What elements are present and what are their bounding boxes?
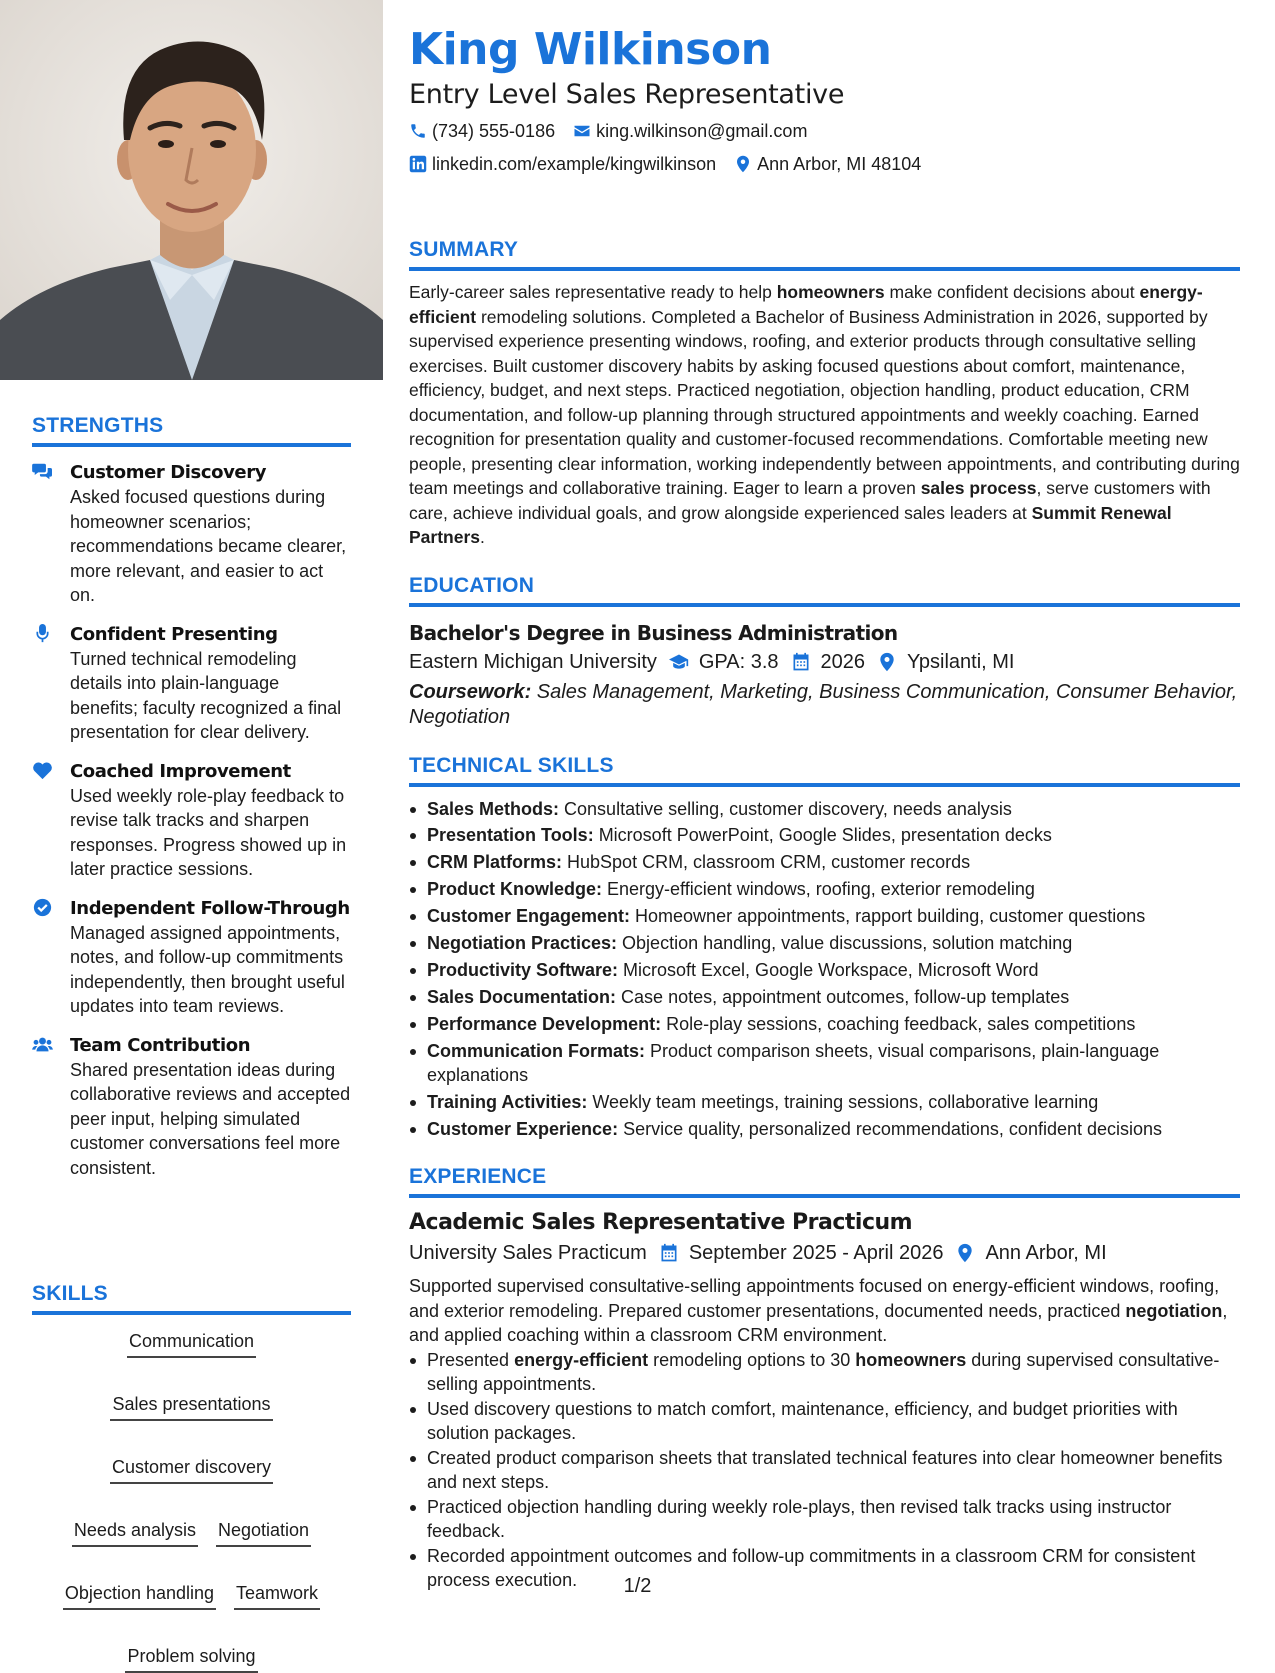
- location-text: Ann Arbor, MI 48104: [757, 154, 922, 174]
- list-item: Customer Engagement: Homeowner appointments, rapport building, customer questions: [409, 904, 1240, 928]
- strength-item: [32, 461, 351, 608]
- list-item: Customer Experience: Service quality, personalized recommendations, confident decisions: [409, 1117, 1240, 1141]
- strength-text: Turned technical remodeling details into plain-language benefits; faculty recognized a final presentation for clear delivery.: [70, 648, 342, 742]
- list-item: CRM Platforms: HubSpot CRM, classroom CRM, customer records: [409, 850, 1240, 874]
- experience-meta: [409, 1238, 1240, 1268]
- location-contact: [734, 152, 921, 176]
- experience-org: University Sales Practicum: [409, 1242, 647, 1265]
- summary-heading: SUMMARY: [409, 238, 1240, 271]
- list-item: Created product comparison sheets that translated technical features into clear homeowner benefits and next steps.: [409, 1446, 1240, 1495]
- map-pin-icon: [877, 652, 897, 672]
- list-item: Presented energy-efficient remodeling options to 30 homeowners during supervised consultative-selling appointments.: [409, 1348, 1240, 1397]
- skill-tags: [32, 1329, 351, 1673]
- strength-title: Coached Improvement: [70, 760, 291, 782]
- education-section: [409, 574, 1240, 730]
- education-heading: EDUCATION: [409, 574, 1240, 607]
- experience-location: Ann Arbor, MI: [955, 1238, 1106, 1268]
- comments-icon: [32, 461, 70, 608]
- sidebar: [0, 0, 383, 1666]
- technical-skills-list: [409, 797, 1240, 1142]
- map-pin-icon: [734, 155, 752, 173]
- list-item: Productivity Software: Microsoft Excel, Google Workspace, Microsoft Word: [409, 958, 1240, 982]
- education-meta: [409, 647, 1240, 677]
- strengths-section: [32, 414, 351, 1180]
- strength-item: [32, 897, 351, 1019]
- skill-tag: Objection handling: [63, 1581, 216, 1610]
- list-item: Used discovery questions to match comfort, maintenance, efficiency, and budget priorities with solution packages.: [409, 1397, 1240, 1446]
- linkedin-contact[interactable]: [409, 152, 716, 176]
- summary-section: [409, 238, 1240, 550]
- experience-job-title: Academic Sales Representative Practicum: [409, 1210, 913, 1236]
- school-name: Eastern Michigan University: [409, 650, 657, 673]
- microphone-icon: [32, 623, 70, 745]
- gpa: GPA: 3.8: [669, 647, 779, 677]
- strength-text: Shared presentation ideas during collaborative reviews and accepted peer input, helping simulated customer conversations feel more consistent.: [70, 1059, 351, 1178]
- linkedin-text: linkedin.com/example/kingwilkinson: [432, 154, 717, 174]
- coursework: Coursework: Sales Management, Marketing, Business Communication, Consumer Behavior, Negotiation: [409, 680, 1238, 728]
- strength-item: [32, 1034, 351, 1181]
- main-column: [409, 22, 1240, 1593]
- list-item: Recorded appointment outcomes and follow-up commitments in a classroom CRM for consistent process execution.: [409, 1544, 1240, 1593]
- contact-row: [409, 152, 1240, 176]
- strength-item: [32, 623, 351, 745]
- profile-photo: [0, 0, 383, 380]
- list-item: Training Activities: Weekly team meetings, training sessions, collaborative learning: [409, 1090, 1240, 1114]
- envelope-icon: [573, 122, 591, 140]
- experience-heading: EXPERIENCE: [409, 1165, 1240, 1198]
- email-text: king.wilkinson@gmail.com: [596, 121, 808, 141]
- strength-item: [32, 760, 351, 882]
- technical-skills-section: [409, 754, 1240, 1142]
- calendar-icon: [791, 652, 811, 672]
- strength-title: Independent Follow-Through: [70, 897, 350, 919]
- users-icon: [32, 1034, 70, 1181]
- map-pin-icon: [955, 1243, 975, 1263]
- technical-skills-heading: TECHNICAL SKILLS: [409, 754, 1240, 787]
- skill-tag: Sales presentations: [110, 1392, 272, 1421]
- list-item: Product Knowledge: Energy-efficient windows, roofing, exterior remodeling: [409, 877, 1240, 901]
- graduation-cap-icon: [669, 652, 689, 672]
- list-item: Sales Documentation: Case notes, appointment outcomes, follow-up templates: [409, 985, 1240, 1009]
- strength-text: Used weekly role-play feedback to revise talk tracks and sharpen responses. Progress showed up in later practice sessions.: [70, 785, 347, 879]
- experience-description: Supported supervised consultative-selling appointments focused on energy-efficient windows, roofing, and exterior remodeling. Prepared customer presentations, documented needs, practiced negotiation, and applied coaching within a classroom CRM environment.: [409, 1276, 1228, 1346]
- experience-bullets: [409, 1348, 1240, 1593]
- email-contact[interactable]: [573, 119, 807, 143]
- strength-title: Customer Discovery: [70, 462, 267, 483]
- skill-tag: Communication: [127, 1329, 256, 1358]
- summary-text: Early-career sales representative ready to help homeowners make confident decisions about energy-efficient remodeling solutions. Completed a Bachelor of Business Administration in 2026, supported by supervised experience presenting windows, roofing, and exterior products through consultative selling exercises. Built customer discovery habits by asking focused questions about comfort, maintenance, efficiency, budget, and next steps. Practiced negotiation, objection handling, product education, CRM documentation, and follow-up planning through structured appointments and weekly coaching. Earned recognition for presentation quality and customer-focused recommendations. Comfortable meeting new people, presenting clear information, working independently between appointments, and contributing during team meetings and collaborative training. Eager to learn a proven sales process, serve customers with care, achieve individual goals, and grow alongside experienced sales leaders at Summit Renewal Partners.: [409, 282, 1240, 547]
- calendar-icon: [659, 1243, 679, 1263]
- check-circle-icon: [32, 897, 70, 1019]
- page-number: 1/2: [623, 1575, 652, 1597]
- contact-row: [409, 119, 1240, 143]
- list-item: Presentation Tools: Microsoft PowerPoint, Google Slides, presentation decks: [409, 823, 1240, 847]
- phone-icon: [409, 122, 427, 140]
- phone-contact[interactable]: [409, 119, 555, 143]
- strength-title: Team Contribution: [70, 1034, 251, 1056]
- skill-tag: Problem solving: [125, 1644, 257, 1673]
- graduation-year: 2026: [791, 647, 866, 677]
- list-item: Negotiation Practices: Objection handling, value discussions, solution matching: [409, 931, 1240, 955]
- skills-section: [32, 1282, 351, 1673]
- linkedin-icon: [409, 155, 427, 173]
- education-location: Ypsilanti, MI: [877, 647, 1014, 677]
- skill-tag: Customer discovery: [110, 1455, 273, 1484]
- strength-text: Asked focused questions during homeowner scenarios; recommendations became clearer, more relevant, and easier to act on.: [70, 487, 347, 605]
- list-item: Performance Development: Role-play sessions, coaching feedback, sales competitions: [409, 1012, 1240, 1036]
- experience-section: [409, 1165, 1240, 1593]
- phone-text: (734) 555-0186: [432, 121, 556, 141]
- list-item: Practiced objection handling during weekly role-plays, then revised talk tracks using instructor feedback.: [409, 1495, 1240, 1544]
- strengths-heading: STRENGTHS: [32, 414, 351, 447]
- candidate-name: King Wilkinson: [409, 24, 772, 75]
- heart-icon: [32, 760, 70, 882]
- skill-tag: Needs analysis: [72, 1518, 198, 1547]
- skill-tag: Negotiation: [216, 1518, 311, 1547]
- job-title-headline: Entry Level Sales Representative: [409, 79, 845, 110]
- list-item: Sales Methods: Consultative selling, customer discovery, needs analysis: [409, 797, 1240, 821]
- experience-dates: September 2025 - April 2026: [659, 1238, 944, 1268]
- list-item: Communication Formats: Product comparison sheets, visual comparisons, plain-language explanations: [409, 1039, 1240, 1088]
- strength-title: Confident Presenting: [70, 623, 278, 645]
- degree-title: Bachelor's Degree in Business Administration: [409, 620, 898, 645]
- strength-text: Managed assigned appointments, notes, and follow-up commitments independently, then brought useful updates into team reviews.: [70, 922, 345, 1016]
- skill-tag: Teamwork: [234, 1581, 320, 1610]
- skills-heading: SKILLS: [32, 1282, 351, 1315]
